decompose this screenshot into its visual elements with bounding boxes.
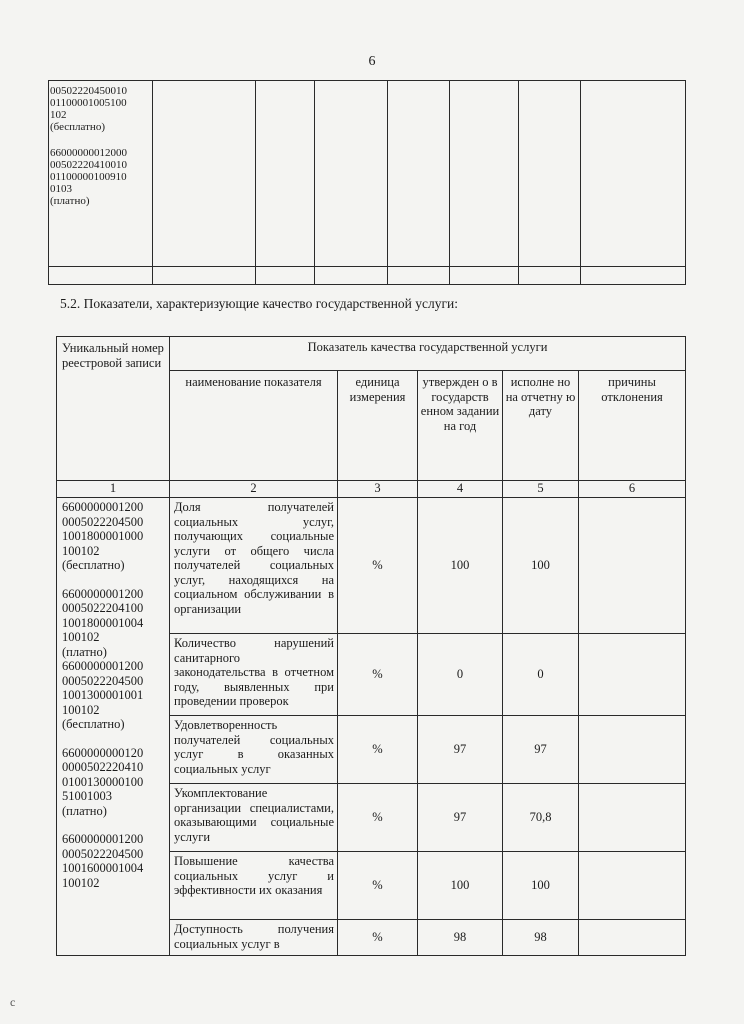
- indicator-approved: 97: [418, 784, 503, 852]
- record-code: 0005022204100: [62, 601, 144, 615]
- empty-cell: [256, 267, 315, 285]
- record-code: 0100130000100: [62, 774, 144, 789]
- empty-cell: [450, 267, 519, 285]
- empty-cell: [581, 81, 686, 267]
- header-executed: исполне но на отчетну ю дату: [503, 371, 579, 481]
- record-code: 1001800001000: [62, 529, 144, 543]
- empty-cell: [315, 267, 388, 285]
- record-code: 0005022204500: [62, 846, 144, 861]
- indicator-reasons: [579, 784, 686, 852]
- quality-indicators-table: [56, 336, 686, 956]
- indicator-unit: %: [338, 498, 418, 634]
- header-indicator-name: наименование показателя: [170, 371, 338, 481]
- empty-cell: [519, 81, 581, 267]
- page-number: 6: [368, 54, 376, 69]
- record-code: 1001600001004: [62, 861, 144, 875]
- indicator-reasons: [579, 852, 686, 920]
- record-code: 6600000001200: [62, 500, 144, 514]
- indicator-executed: 100: [503, 498, 579, 634]
- indicator-name: Доступность получения социальных услуг в: [170, 920, 338, 956]
- indicator-unit: %: [338, 716, 418, 784]
- column-number: 2: [170, 481, 338, 498]
- indicator-name: Количество нарушений санитарного законодательства в отчетном году, выявленных при проведении проверок: [170, 634, 338, 716]
- empty-cell: [153, 267, 256, 285]
- indicator-reasons: [579, 716, 686, 784]
- code-line: 00502220450010: [50, 85, 127, 97]
- record-code: 6600000001200: [62, 659, 144, 673]
- continuation-codes-cell: [49, 81, 153, 267]
- record-code: 0005022204500: [62, 514, 144, 529]
- empty-cell: [256, 81, 315, 267]
- empty-cell: [388, 81, 450, 267]
- column-number: 4: [418, 481, 503, 498]
- code-line: 102: [50, 109, 67, 121]
- continuation-table: [48, 80, 686, 285]
- indicator-executed: 98: [503, 920, 579, 956]
- record-code: (бесплатно): [62, 717, 125, 731]
- indicator-approved: 0: [418, 634, 503, 716]
- record-code: (платно): [62, 644, 107, 659]
- record-code: 100102: [62, 875, 100, 890]
- indicator-unit: %: [338, 634, 418, 716]
- section-title: 5.2. Показатели, характеризующие качество государственной услуги:: [60, 296, 459, 311]
- header-reasons: причины отклонения: [579, 371, 686, 481]
- header-approved: утвержден о в государств енном задании на год: [418, 371, 503, 481]
- empty-cell: [581, 267, 686, 285]
- indicator-approved: 97: [418, 716, 503, 784]
- record-code: (бесплатно): [62, 558, 125, 572]
- indicator-reasons: [579, 498, 686, 634]
- record-code: 6600000000120: [62, 745, 144, 760]
- indicator-name: Укомплектование организации специалистами, оказывающими социальные услуги: [170, 784, 338, 852]
- empty-cell: [49, 267, 153, 285]
- header-quality-indicator: Показатель качества государственной услуги: [170, 337, 686, 371]
- empty-cell: [388, 267, 450, 285]
- indicator-approved: 100: [418, 852, 503, 920]
- column-number: 3: [338, 481, 418, 498]
- code-line: (бесплатно): [50, 121, 105, 133]
- column-number: 6: [579, 481, 686, 498]
- record-code: 0005022204500: [62, 673, 144, 688]
- indicator-reasons: [579, 920, 686, 956]
- record-code: 100102: [62, 543, 100, 558]
- indicator-unit: %: [338, 920, 418, 956]
- record-codes-cell: [57, 498, 170, 956]
- indicator-approved: 98: [418, 920, 503, 956]
- empty-cell: [315, 81, 388, 267]
- record-code: 6600000001200: [62, 586, 144, 601]
- code-line: 01100001005100: [50, 97, 127, 109]
- indicator-name: Удовлетворенность получателей социальных услуг в оказанных социальных услуг: [170, 716, 338, 784]
- record-code: 100102: [62, 702, 100, 717]
- column-number: 5: [503, 481, 579, 498]
- code-line: 66000000012000: [50, 147, 127, 159]
- footer-mark: с: [10, 995, 16, 1009]
- code-line: 0103: [50, 183, 72, 195]
- empty-cell: [450, 81, 519, 267]
- record-code: 0000502220410: [62, 760, 144, 774]
- record-code: 100102: [62, 630, 100, 644]
- record-code: (платно): [62, 803, 107, 818]
- header-unit: единица измерения: [338, 371, 418, 481]
- indicator-approved: 100: [418, 498, 503, 634]
- indicator-executed: 0: [503, 634, 579, 716]
- empty-cell: [153, 81, 256, 267]
- indicator-unit: %: [338, 852, 418, 920]
- record-code: 1001300001001: [62, 688, 144, 702]
- column-number: 1: [57, 481, 170, 498]
- code-line: 00502220410010: [50, 159, 127, 171]
- indicator-executed: 70,8: [503, 784, 579, 852]
- code-line: (платно): [50, 195, 90, 207]
- indicator-name: Доля получателей социальных услуг, получающих социальные услуги от общего числа получателей социальных услуг, находящихся на социальном обслуживании в организации: [170, 498, 338, 634]
- record-code: 6600000001200: [62, 832, 144, 846]
- code-line: 01100000100910: [50, 171, 127, 183]
- indicator-unit: %: [338, 784, 418, 852]
- record-code: 51001003: [62, 789, 112, 803]
- header-unique-number: Уникальный номер реестровой записи: [57, 337, 170, 481]
- empty-cell: [519, 267, 581, 285]
- indicator-name: Повышение качества социальных услуг и эффективности их оказания: [170, 852, 338, 920]
- record-code: 1001800001004: [62, 615, 144, 630]
- indicator-reasons: [579, 634, 686, 716]
- indicator-executed: 97: [503, 716, 579, 784]
- indicator-executed: 100: [503, 852, 579, 920]
